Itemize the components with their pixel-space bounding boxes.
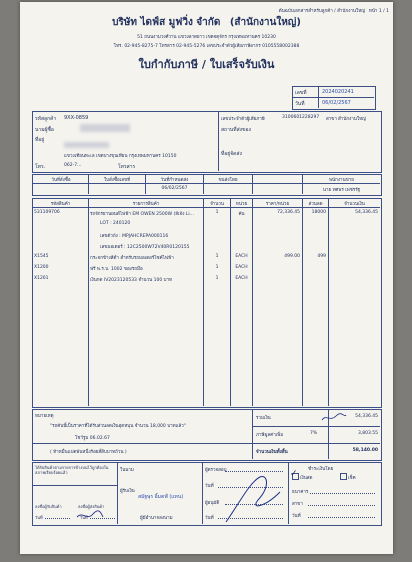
cheque-label: เช็ค bbox=[348, 476, 356, 481]
col-header-unit-price: ราคา/หน่วย bbox=[265, 202, 290, 207]
meta-salesperson-value: นาย ทศพร เพชรรัฐ bbox=[322, 188, 361, 193]
customer-name-label: นามผู้ซื้อ bbox=[35, 127, 54, 133]
company-title bbox=[20, 15, 393, 30]
amount-in-words: ( ห้าหมื่นแปดพันหนึ่งร้อยสี่สิบบาทถ้วน ) bbox=[50, 450, 127, 455]
approver-label: ผู้อนุมัติ bbox=[205, 501, 220, 506]
authorized-label: ผู้มีอำนาจลงนาม bbox=[140, 516, 173, 521]
row-amount: 54,336.45 bbox=[355, 210, 378, 215]
grand-total-value: 58,140.00 bbox=[352, 448, 378, 453]
meta-header-due-date: วันที่กำหนดส่ง bbox=[160, 178, 189, 183]
row-qty: 1 bbox=[215, 265, 219, 270]
row-description: เงินกด IV2023120533 จำนวน 100 บาท bbox=[90, 278, 172, 283]
customer-tel-label: โทร. bbox=[35, 164, 46, 170]
row-description: รถจักรยานยนต์ไฟฟ้า EM OWEN 2500W (ลีเจ้ง Li... bbox=[90, 212, 194, 217]
document-title: ใบกำกับภาษี / ใบเสร็จรับเงิน bbox=[138, 58, 275, 71]
doc-number-label: เลขที่ bbox=[295, 90, 307, 96]
total-label: รวมเงิน bbox=[256, 416, 271, 421]
taxid-value: 3100601228297 bbox=[282, 115, 320, 120]
received-goods-text: ได้รับสินค้าตามรายการข้างบนไว้ถูกต้องในสภาพเรียบร้อยแล้ว bbox=[35, 465, 109, 475]
meta-header-order-date: วันที่สั่งซื้อ bbox=[51, 178, 71, 183]
row-discount: 18000 bbox=[311, 210, 326, 215]
row-qty: 1 bbox=[215, 210, 219, 215]
row-price: 72,336.45 bbox=[277, 210, 300, 215]
meta-header-salesperson: พนักงานขาย bbox=[329, 178, 354, 183]
row-unit: EACH bbox=[235, 254, 248, 259]
row-discount: 499 bbox=[317, 254, 326, 259]
bank-branch-label: สาขา bbox=[292, 502, 303, 507]
notes-label: หมายเหตุ bbox=[35, 414, 54, 419]
receiver-date-label: วันที่ bbox=[35, 515, 43, 520]
ship-address-label: ที่อยู่จัดส่ง bbox=[221, 151, 242, 157]
sender-sign-label: ลงชื่อผู้ส่งสินค้า bbox=[78, 504, 105, 509]
grand-total-label: จำนวนเงินทั้งสิ้น bbox=[256, 450, 288, 455]
redacted-name bbox=[80, 124, 130, 132]
customer-address-line: แขวงเทียนทะเล เขตบางขุนเทียน กรุงเทพมหานคร 10150 bbox=[64, 154, 177, 159]
approver-signature bbox=[220, 472, 290, 527]
check-mark-icon: ✓ bbox=[290, 469, 298, 479]
copy-label: ต้นฉบับเอกสารสำหรับลูกค้า / สำนักงานใหญ่ bbox=[278, 9, 365, 14]
col-header-unit: หน่วย bbox=[235, 202, 248, 207]
row-description: ฟรี พ.ร.บ. 1002 ของรถมือ bbox=[90, 267, 143, 272]
col-header-amount: จำนวนเงิน bbox=[344, 202, 365, 207]
handwritten-signature bbox=[75, 509, 105, 521]
meta-due-date-value: 06/02/2567 bbox=[161, 186, 188, 191]
customer-tel-value: 062-7... bbox=[64, 163, 82, 168]
row-code: 531109706 bbox=[34, 210, 60, 215]
receiver-sign-label: ลงชื่อผู้รับสินค้า bbox=[35, 504, 62, 509]
row-description: กระจกข้างสีดำ สำหรับรถมอเตอร์ไซค์ไฟฟ้า bbox=[90, 256, 174, 261]
sender-date-label: วันที่ bbox=[80, 515, 88, 520]
cash-label: เงินสด bbox=[300, 476, 313, 481]
col-header-code: รหัสสินค้า bbox=[50, 202, 71, 207]
notes-line-2: โชว์รูม 06.02.67 bbox=[75, 436, 110, 441]
cheque-checkbox[interactable] bbox=[340, 473, 347, 480]
invoice-paper bbox=[20, 2, 393, 554]
row-code: X1200 bbox=[34, 265, 49, 270]
row-qty: 1 bbox=[215, 276, 219, 281]
bank-date-label: วันที่ bbox=[292, 514, 301, 519]
ship-to-label: สถานที่ส่งของ bbox=[221, 127, 251, 133]
meta-header-po-number: ใบสั่งซื้อเลขที่ bbox=[103, 178, 131, 183]
row-unit: คัน bbox=[238, 212, 245, 217]
total-value: 54,336.45 bbox=[355, 414, 378, 419]
vat-rate: 7% bbox=[310, 431, 318, 436]
approver-date-label: วันที่ bbox=[205, 516, 214, 521]
vat-handwriting bbox=[320, 412, 348, 424]
row-detail-motor: เลขมอเตอร์ : 12C2500W72V40R0120155 bbox=[100, 245, 190, 250]
items-table bbox=[32, 198, 382, 408]
tax-branch-label: สาขา bbox=[326, 117, 337, 122]
col-header-qty: จำนวน bbox=[210, 202, 224, 207]
tax-branch-value: สำนักงานใหญ่ bbox=[338, 117, 366, 122]
company-contact: โทร. 02-945-8275-7 โทรสาร 02-945-5276 เลขประจำตัวผู้เสียภาษีอากร 0105558002388 bbox=[113, 44, 300, 49]
customer-address-label: ที่อยู่ bbox=[35, 137, 45, 143]
doc-date-value: 06/02/2567 bbox=[322, 100, 351, 106]
payee-label: ผู้รับเงิน bbox=[120, 489, 135, 494]
bank-label: ธนาคาร bbox=[292, 490, 309, 495]
company-name: บริษัท ไดฟ์ส มูฟวิ่ง จำกัด bbox=[112, 17, 221, 28]
row-price: 499.00 bbox=[284, 254, 300, 259]
redacted-address bbox=[64, 142, 109, 148]
taxid-label: เลขประจำตัวผู้เสียภาษี bbox=[221, 117, 265, 122]
collector-label: ในนาม bbox=[120, 468, 134, 473]
row-unit: EACH bbox=[235, 265, 248, 270]
row-qty: 1 bbox=[215, 254, 219, 259]
row-detail-lot: LOT : 240120 bbox=[100, 221, 131, 226]
row-code: X1545 bbox=[34, 254, 49, 259]
notes-line-1: "รถคันนี้เป็นราคาที่ได้รับส่วนลดเงินอุดหนุน จำนวน 18,000 บาทแล้ว" bbox=[50, 424, 186, 429]
page-number: หน้า 1 / 1 bbox=[368, 9, 389, 14]
meta-header-ship-by: ขนส่งโดย bbox=[218, 178, 238, 183]
company-address: 51 ถนนงามวงศ์วาน แขวงลาดยาว เขตจตุจักร กรุงเทพมหานคร 10230 bbox=[137, 35, 276, 40]
col-header-discount: ส่วนลด bbox=[308, 202, 323, 207]
checker-label: ผู้ตรวจสอบ bbox=[205, 468, 227, 473]
row-code: X1201 bbox=[34, 276, 49, 281]
customer-code-label: รหัสลูกค้า bbox=[35, 116, 57, 122]
vat-label: ภาษีมูลค่าเพิ่ม bbox=[256, 433, 284, 438]
company-branch: (สำนักงานใหญ่) bbox=[229, 17, 301, 28]
doc-date-label: วันที่ bbox=[295, 101, 305, 107]
doc-number-value: 2024020241 bbox=[322, 89, 354, 95]
row-detail-chassis: เลขตัวถัง : MPJAHCREPA000116 bbox=[100, 234, 169, 239]
collector-name: สมัฐษุร อิ้มตฟ์ (แทน) bbox=[138, 494, 184, 500]
col-header-description: รายการสินค้า bbox=[132, 202, 160, 207]
payment-method-label: ชำระเงินโดย bbox=[308, 467, 334, 472]
row-unit: EACH bbox=[235, 276, 248, 281]
customer-fax-label: โทรสาร bbox=[118, 164, 136, 170]
vat-value: 3,803.55 bbox=[357, 431, 378, 436]
checker-date-label: วันที่ bbox=[205, 484, 214, 489]
customer-code-value: 9XX-0859 bbox=[64, 115, 89, 121]
